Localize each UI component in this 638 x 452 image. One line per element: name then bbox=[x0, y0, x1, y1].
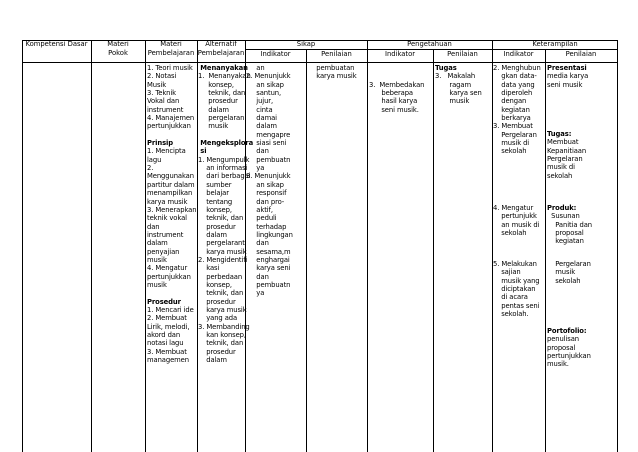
cell-line: data yang bbox=[493, 80, 535, 89]
cell-line: karya musik bbox=[198, 305, 247, 314]
cell-line: diciptakan bbox=[493, 285, 536, 294]
cell-line: menampilkan bbox=[147, 189, 193, 198]
cell-line: tentang bbox=[198, 197, 233, 206]
cell-line: aktif, bbox=[246, 205, 273, 214]
subheader-sikap-indikator: Indikator bbox=[260, 50, 291, 58]
cell-line: 3. Membuat bbox=[147, 347, 187, 356]
cell-line: berkarya bbox=[493, 114, 531, 123]
cell-line: Susunan bbox=[547, 212, 580, 221]
cell-materi-pembelajaran bbox=[147, 64, 196, 364]
header-kompetensi-dasar: Kompetensi Dasar bbox=[25, 40, 88, 48]
cell-line: Pergelaran bbox=[493, 130, 537, 139]
cell-line: yang ada bbox=[198, 314, 238, 323]
cell-line: lingkungan bbox=[246, 230, 293, 239]
col-line-6 bbox=[367, 40, 368, 452]
cell-line: dalam bbox=[246, 122, 277, 131]
cell-line: an musik di bbox=[493, 220, 540, 229]
cell-line: pentas seni bbox=[493, 301, 540, 310]
subheader-keterampilan-indikator: Indikator bbox=[503, 50, 534, 58]
cell-line: karya musik bbox=[147, 197, 188, 206]
cell-line: 2. Mengidentifi bbox=[198, 255, 248, 264]
cell-line: teknik, dan bbox=[198, 214, 244, 223]
cell-line: Tugas bbox=[435, 64, 457, 72]
cell-line: musik bbox=[547, 268, 576, 277]
cell-line: 2. Membuat bbox=[147, 314, 187, 323]
cell-line: Panitia dan bbox=[547, 220, 592, 229]
subheader-keterampilan-penilaian: Penilaian bbox=[565, 50, 597, 58]
cell-line: belajar bbox=[198, 189, 229, 198]
cell-line: sumber bbox=[198, 180, 232, 189]
cell-line: teknik, dan bbox=[198, 289, 244, 298]
cell-line: Menanyakan bbox=[198, 64, 248, 72]
cell-line: Mengeksplora bbox=[198, 139, 254, 148]
cell-line: pertunjukkan bbox=[147, 122, 191, 131]
cell-line: 5. Melakukan bbox=[493, 260, 537, 268]
cell-line: penyajian bbox=[147, 247, 180, 256]
cell-line: 4. Mengatur bbox=[147, 264, 188, 273]
cell-line: dan bbox=[246, 272, 269, 281]
cell-line: santun, bbox=[246, 89, 282, 98]
cell-line: konsep, bbox=[198, 280, 232, 289]
col-line-1 bbox=[91, 40, 92, 452]
cell-line: notasi lagu bbox=[147, 339, 184, 348]
cell-line: Membuat bbox=[547, 138, 579, 147]
cell-line: dan bbox=[147, 222, 160, 231]
cell-line: akord dan bbox=[147, 331, 181, 339]
cell-line: sekolah bbox=[493, 147, 527, 156]
cell-line: jujur, bbox=[246, 97, 274, 106]
cell-line: instrument bbox=[147, 105, 184, 114]
cell-alternatif-pembelajaran bbox=[198, 64, 253, 364]
cell-line: prosedur bbox=[198, 347, 236, 356]
cell-line: Produk: bbox=[547, 204, 577, 212]
header-materi-pokok: Materi Pokok bbox=[107, 40, 129, 57]
cell-line: teknik vokal bbox=[147, 214, 187, 223]
rpp-table bbox=[22, 40, 618, 452]
cell-line: responsif bbox=[246, 189, 287, 198]
cell-line: dan bbox=[246, 147, 269, 156]
cell-line: ragam bbox=[435, 80, 471, 89]
cell-line: pergelaran bbox=[198, 114, 245, 123]
cell-line: musik di bbox=[493, 139, 530, 148]
cell-line: teknik, dan bbox=[198, 339, 244, 348]
cell-line: Kepanitiaan bbox=[547, 146, 587, 155]
header-sikap: Sikap bbox=[296, 40, 316, 48]
cell-line: 3. Membedakan bbox=[369, 80, 425, 89]
cell-line: karya musik bbox=[198, 247, 247, 256]
cell-line: Prosedur bbox=[147, 297, 181, 306]
header-alternatif-pembelajaran: Alternatif Pembelajaran bbox=[197, 40, 245, 57]
cell-keterampilan-indikator-2 bbox=[493, 204, 539, 237]
col-line-2 bbox=[145, 40, 146, 452]
cell-line: an sikap bbox=[246, 180, 284, 189]
cell-line: karya musik bbox=[308, 72, 357, 81]
cell-keterampilan-penilaian-1 bbox=[547, 64, 588, 89]
cell-line: terhadap bbox=[246, 222, 287, 231]
cell-line: sesama,m bbox=[246, 247, 291, 256]
cell-line: musik bbox=[198, 122, 229, 131]
cell-line: proposal bbox=[547, 229, 584, 238]
cell-line: pembuatn bbox=[246, 280, 291, 289]
cell-line: musik. bbox=[547, 360, 569, 369]
cell-line: 3. Makalah bbox=[435, 72, 476, 81]
cell-line: 2. Notasi bbox=[147, 72, 177, 81]
cell-line: 3. Menunjukk bbox=[246, 172, 291, 181]
cell-line: 3. Membanding bbox=[198, 322, 250, 331]
subheader-pengetahuan-indikator: Indikator bbox=[384, 50, 416, 58]
cell-line: karya sen bbox=[435, 89, 482, 98]
cell-line: dalam bbox=[198, 105, 229, 114]
cell-line: sekolah bbox=[493, 229, 527, 238]
table-right-border bbox=[617, 40, 618, 452]
cell-line: 2. bbox=[147, 164, 154, 173]
cell-line: pergelarant bbox=[198, 239, 245, 248]
cell-keterampilan-indikator-3 bbox=[493, 260, 540, 318]
cell-line: kegiatan bbox=[493, 105, 530, 114]
cell-line: an informasi bbox=[198, 164, 248, 173]
cell-line: pertunjukk bbox=[493, 212, 537, 221]
cell-keterampilan-penilaian-4 bbox=[547, 260, 591, 285]
cell-line: teknik, dan bbox=[198, 89, 246, 98]
cell-line: media karya bbox=[547, 72, 589, 81]
cell-line: kan konsep, bbox=[198, 331, 246, 339]
cell-line: pembuatn bbox=[246, 155, 291, 164]
header-bottom-line bbox=[22, 62, 618, 63]
cell-line: si bbox=[198, 147, 207, 156]
col-line-5 bbox=[306, 49, 307, 452]
cell-line: sajian bbox=[493, 268, 521, 277]
cell-line: ya bbox=[246, 289, 265, 298]
cell-line: perbedaan bbox=[198, 272, 243, 281]
cell-line: sekolah. bbox=[493, 310, 529, 319]
cell-line: Prinsip bbox=[147, 139, 174, 148]
cell-line: lagu bbox=[147, 155, 162, 164]
table-left-border bbox=[22, 40, 23, 452]
cell-line: kegiatan bbox=[547, 237, 584, 246]
cell-line: Pergelaran bbox=[547, 155, 583, 164]
cell-line: siasi seni bbox=[246, 139, 287, 148]
cell-line: seni musik bbox=[547, 80, 583, 89]
cell-line: proposal bbox=[547, 343, 576, 352]
cell-line: 3. Teknik bbox=[147, 89, 176, 98]
cell-line: an bbox=[246, 64, 265, 72]
cell-line: dengan bbox=[493, 97, 527, 106]
cell-line: 1. Menanyakan bbox=[198, 72, 251, 81]
cell-line: pertunjukkan bbox=[147, 272, 191, 281]
cell-keterampilan-penilaian-3 bbox=[547, 204, 592, 246]
cell-line: Tugas: bbox=[547, 130, 572, 138]
cell-line: diperoleh bbox=[493, 89, 533, 98]
cell-line: 1. Mencari ide bbox=[147, 305, 194, 314]
cell-line: di acara bbox=[493, 293, 528, 302]
cell-line: karya seni bbox=[246, 264, 291, 273]
cell-line: konsep, bbox=[198, 80, 234, 89]
cell-line: dalam bbox=[198, 230, 227, 239]
cell-pengetahuan-penilaian bbox=[435, 64, 482, 106]
cell-line: musik bbox=[435, 97, 470, 106]
col-line-9 bbox=[545, 49, 546, 452]
cell-line: dalam bbox=[198, 356, 227, 365]
col-line-7 bbox=[433, 49, 434, 452]
subheader-sikap-penilaian: Penilaian bbox=[321, 50, 352, 58]
cell-line: Lirik, melodi, bbox=[147, 322, 190, 331]
cell-line: 4. Mengatur bbox=[493, 204, 534, 212]
cell-line: 2. Menunjukk bbox=[246, 72, 291, 81]
cell-line: 1. Mengumpulk bbox=[198, 155, 250, 164]
cell-line: Musik bbox=[147, 80, 167, 89]
cell-line: dan pro- bbox=[246, 197, 285, 206]
cell-line: seni musik. bbox=[369, 105, 419, 114]
cell-keterampilan-indikator-1 bbox=[493, 64, 541, 156]
subheader-pengetahuan-penilaian: Penilaian bbox=[447, 50, 478, 58]
cell-line: konsep, bbox=[198, 205, 232, 214]
cell-line: sekolah bbox=[547, 171, 573, 180]
cell-line: pembuatan bbox=[308, 64, 355, 72]
cell-line: musik di bbox=[547, 163, 575, 172]
cell-line: kasi bbox=[198, 264, 220, 273]
cell-line: 2. Menghubun bbox=[493, 64, 541, 72]
cell-line: an sikap bbox=[246, 80, 284, 89]
cell-line: dan bbox=[246, 239, 269, 248]
cell-line: Presentasi bbox=[547, 64, 587, 72]
cell-line: partitur dalam bbox=[147, 180, 195, 189]
cell-line: gkan data- bbox=[493, 72, 537, 81]
cell-line: 4. Manajemen bbox=[147, 114, 195, 123]
cell-line: Menggunakan bbox=[147, 172, 194, 181]
cell-line: 3. Menerapkan bbox=[147, 205, 197, 214]
cell-line: Pergelaran bbox=[547, 260, 591, 268]
cell-keterampilan-penilaian-2 bbox=[547, 130, 586, 180]
header-materi-pembelajaran: Materi Pembelajaran bbox=[147, 40, 195, 57]
cell-line: dari berbagai bbox=[198, 172, 251, 181]
cell-line: 3. Membuat bbox=[493, 122, 533, 131]
cell-line: prosedur bbox=[198, 222, 236, 231]
cell-line: Portofolio: bbox=[547, 327, 587, 335]
cell-line: Vokal dan bbox=[147, 97, 180, 106]
cell-line: managemen bbox=[147, 356, 189, 365]
cell-line: 1. Mencipta bbox=[147, 147, 186, 156]
header-pengetahuan: Pengetahuan bbox=[407, 40, 452, 48]
header-keterampilan: Keterampilan bbox=[532, 40, 578, 48]
cell-line: damai bbox=[246, 114, 277, 123]
cell-line: cinta bbox=[246, 105, 273, 114]
cell-line: instrument bbox=[147, 230, 184, 239]
cell-line: prosedur bbox=[198, 97, 238, 106]
cell-line: musik yang bbox=[493, 276, 540, 285]
cell-line: musik bbox=[147, 255, 167, 264]
cell-line: pertunjukkan bbox=[547, 352, 591, 361]
cell-line: mengapre bbox=[246, 130, 291, 139]
cell-line: prosedur bbox=[198, 297, 236, 306]
cell-line: ya bbox=[246, 164, 265, 173]
cell-line: musik bbox=[147, 280, 167, 289]
cell-line: hasil karya bbox=[369, 97, 418, 106]
cell-keterampilan-penilaian-5 bbox=[547, 327, 591, 369]
cell-line: 1. Teori musik bbox=[147, 64, 193, 72]
cell-line: enghargai bbox=[246, 255, 290, 264]
cell-sikap-indikator bbox=[246, 64, 293, 298]
cell-line: beberapa bbox=[369, 89, 413, 98]
cell-line: peduli bbox=[246, 214, 277, 223]
cell-sikap-penilaian bbox=[308, 64, 357, 81]
cell-line: dalam bbox=[147, 239, 168, 248]
cell-line: penulisan bbox=[547, 335, 580, 344]
cell-line: sekolah bbox=[547, 276, 581, 285]
cell-pengetahuan-indikator bbox=[369, 64, 424, 114]
